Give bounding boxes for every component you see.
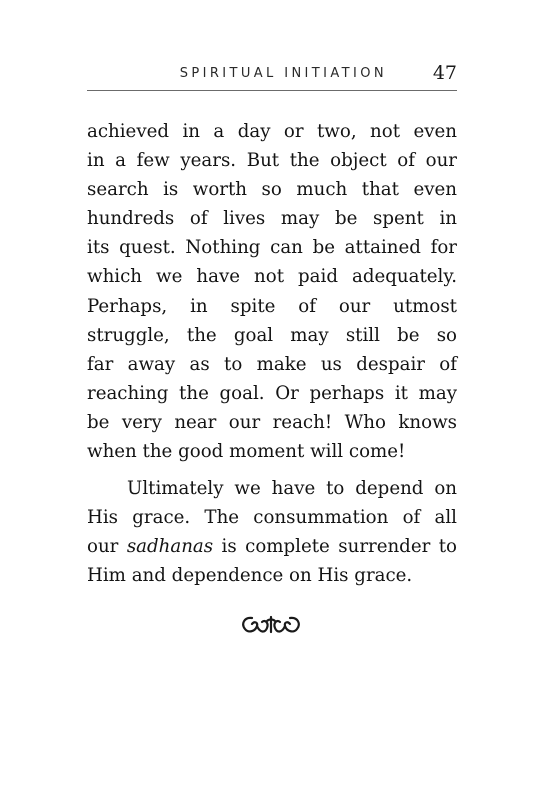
- paragraph-2: [87, 474, 457, 590]
- text-run: Ultimately we have to depend on: [127, 478, 457, 500]
- page-number: 47: [432, 62, 457, 84]
- italic-term: sadhanas: [126, 536, 214, 558]
- paragraph-1: [87, 117, 457, 466]
- text-line: in a few years. But the object of our: [87, 150, 457, 172]
- text-line: His grace. The consummation of all: [87, 507, 457, 529]
- text-line: reaching the goal. Or perhaps it may: [87, 382, 457, 404]
- text-line: far away as to make us despair of: [87, 353, 457, 375]
- text-line: Perhaps, in spite of our utmost: [87, 295, 457, 317]
- text-line: [87, 532, 457, 561]
- text-line: struggle, the goal may still be so: [87, 324, 457, 346]
- running-title: SPIRITUAL INITIATION: [179, 66, 387, 81]
- text-line: [87, 474, 457, 503]
- text-line: Him and dependence on His grace.: [87, 565, 413, 587]
- decorative-flourish-icon: [238, 612, 304, 638]
- text-run: is complete surrender to: [213, 536, 457, 558]
- text-line: which we have not paid adequately.: [87, 266, 457, 288]
- text-run: our: [87, 536, 127, 558]
- text-line: its quest. Nothing can be attained for: [87, 237, 457, 259]
- header-rule: [87, 90, 457, 91]
- text-line: achieved in a day or two, not even: [87, 121, 457, 142]
- text-line: hundreds of lives may be spent in: [87, 208, 457, 230]
- running-head: [87, 64, 457, 88]
- text-line: be very near our reach! Who knows: [87, 411, 457, 433]
- text-line: when the good moment will come!: [87, 441, 406, 463]
- text-line: search is worth so much that even: [87, 179, 457, 201]
- body-text: [87, 117, 457, 591]
